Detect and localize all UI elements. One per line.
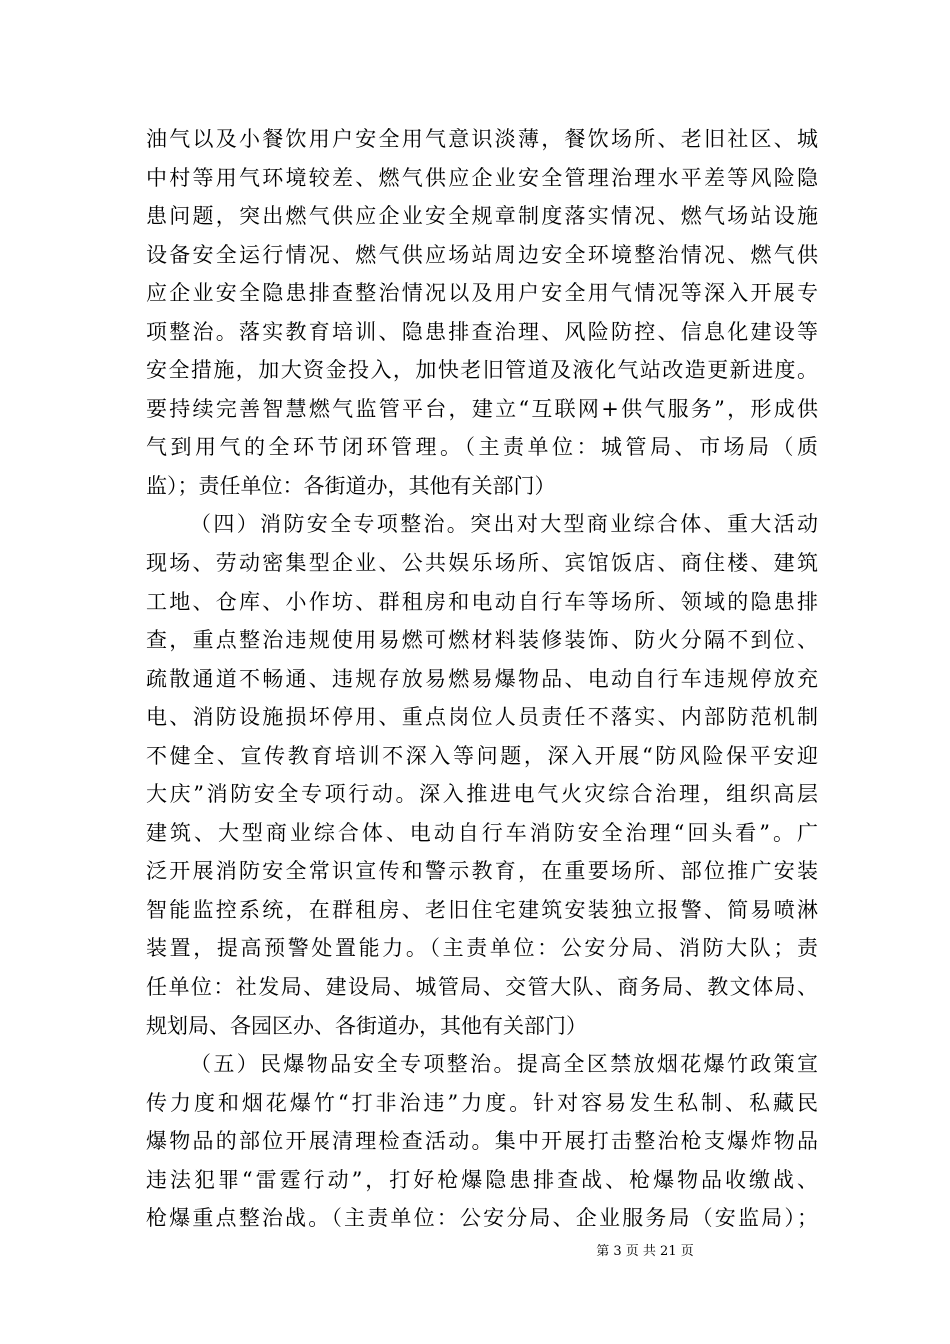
text-line-22: 装置，提高预警处置能力。（主责单位：公安分局、消防大队；责 bbox=[146, 936, 818, 961]
text-line-5: 应企业安全隐患排查整治情况以及用户安全用气情况等深入开展专 bbox=[146, 281, 818, 306]
text-line-28: 违法犯罪“雷霆行动”，打好枪爆隐患排查战、枪爆物品收缴战、 bbox=[146, 1167, 818, 1192]
text-line-29: 枪爆重点整治战。（主责单位：公安分局、企业服务局（安监局）； bbox=[146, 1206, 818, 1231]
text-line-1: 油气以及小餐饮用户安全用气意识淡薄，餐饮场所、老旧社区、城 bbox=[146, 127, 818, 151]
text-line-10: 监）；责任单位：各街道办，其他有关部门） bbox=[146, 473, 556, 498]
text-line-12: 现场、劳动密集型企业、公共娱乐场所、宾馆饭店、商住楼、建筑 bbox=[146, 551, 818, 576]
text-line-16: 电、消防设施损坏停用、重点岗位人员责任不落实、内部防范机制 bbox=[146, 705, 818, 730]
text-line-2: 中村等用气环境较差、燃气供应企业安全管理治理水平差等风险隐 bbox=[146, 165, 818, 190]
text-line-20: 泛开展消防安全常识宣传和警示教育，在重要场所、部位推广安装 bbox=[146, 859, 818, 884]
text-line-27: 爆物品的部位开展清理检查活动。集中开展打击整治枪支爆炸物品 bbox=[146, 1129, 818, 1154]
text-line-24: 规划局、各园区办、各街道办，其他有关部门） bbox=[146, 1013, 587, 1038]
text-line-23: 任单位：社发局、建设局、城管局、交管大队、商务局、教文体局、 bbox=[146, 975, 818, 1000]
text-line-13: 工地、仓库、小作坊、群租房和电动自行车等场所、领域的隐患排 bbox=[146, 589, 818, 614]
text-line-18: 大庆”消防安全专项行动。深入推进电气火灾综合治理，组织高层 bbox=[146, 782, 818, 807]
text-line-14: 查，重点整治违规使用易燃可燃材料装修装饰、防火分隔不到位、 bbox=[146, 628, 818, 653]
text-line-19: 建筑、大型商业综合体、电动自行车消防安全治理“回头看”。广 bbox=[146, 820, 818, 845]
text-line-11: （四）消防安全专项整治。突出对大型商业综合体、重大活动 bbox=[190, 512, 818, 537]
text-line-26: 传力度和烟花爆竹“打非治违”力度。针对容易发生私制、私藏民 bbox=[146, 1090, 818, 1115]
text-line-3: 患问题，突出燃气供应企业安全规章制度落实情况、燃气场站设施 bbox=[146, 204, 818, 229]
text-line-4: 设备安全运行情况、燃气供应场站周边安全环境整治情况、燃气供 bbox=[146, 242, 818, 267]
text-line-15: 疏散通道不畅通、违规存放易燃易爆物品、电动自行车违规停放充 bbox=[146, 666, 818, 691]
text-line-6: 项整治。落实教育培训、隐患排查治理、风险防控、信息化建设等 bbox=[146, 319, 818, 344]
text-line-8: 要持续完善智慧燃气监管平台，建立“互联网+供气服务”，形成供 bbox=[146, 396, 818, 421]
text-line-9: 气到用气的全环节闭环管理。（主责单位：城管局、市场局（质 bbox=[146, 435, 818, 460]
text-line-17: 不健全、宣传教育培训不深入等问题，深入开展“防风险保平安迎 bbox=[146, 743, 818, 768]
text-line-25: （五）民爆物品安全专项整治。提高全区禁放烟花爆竹政策宣 bbox=[190, 1052, 818, 1077]
document-body bbox=[146, 120, 818, 1238]
text-line-7: 安全措施，加大资金投入，加快老旧管道及液化气站改造更新进度。 bbox=[146, 358, 818, 383]
page-number: 第 3 页 共 21 页 bbox=[596, 1244, 694, 1259]
text-line-21: 智能监控系统，在群租房、老旧住宅建筑安装独立报警、简易喷淋 bbox=[146, 897, 818, 922]
